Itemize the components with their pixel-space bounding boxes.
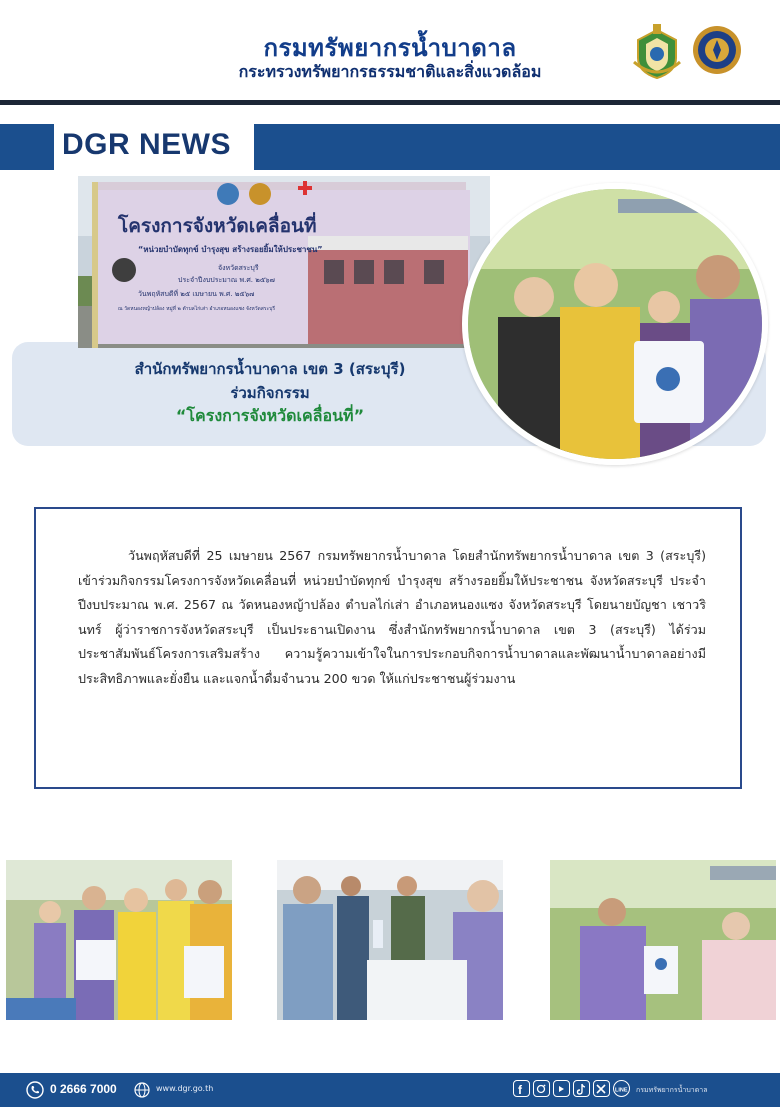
activity-photo-2 xyxy=(277,860,503,1020)
phone-icon xyxy=(26,1081,44,1099)
globe-icon xyxy=(134,1082,150,1098)
sign-date: วันพฤหัสบดีที่ ๒๕ เมษายน พ.ศ. ๒๕๖๗ xyxy=(138,290,255,298)
instagram-icon[interactable] xyxy=(533,1080,550,1097)
facebook-icon[interactable] xyxy=(513,1080,530,1097)
sign-title: โครงการจังหวัดเคลื่อนที่ xyxy=(118,215,317,237)
x-icon[interactable] xyxy=(593,1080,610,1097)
tiktok-icon[interactable] xyxy=(573,1080,590,1097)
event-banner-photo xyxy=(78,176,490,348)
page-subtitle: กระทรวงทรัพยากรธรรมชาติและสิ่งแวดล้อม xyxy=(238,62,542,81)
activity-photo-3 xyxy=(550,860,776,1020)
article-body: วันพฤหัสบดีที่ 25 เมษายน 2567 กรมทรัพยากรน้ำบาดาล โดยสำนักทรัพยากรน้ำบาดาล เขต 3 (สระบุรี) เข้าร่วมกิจกรรมโครงการจังหวัดเคลื่อนที่ หน่วยบำบัดทุกข์ บำรุงสุข สร้างรอยยิ้มให้ประชาชน จังหวัดสระบุรี ประจำปีงบประมาณ พ.ศ. 2567 ณ วัดหนองหญ้าปล้อง ตำบลไก่เส่า อำเภอหนองแซง จังหวัดสระบุรี โดยนายบัญชา เชาวรินทร์ ผู้ว่าราชการจังหวัดสระบุรี เป็นประธานเปิดงาน ซึ่งสำนักทรัพยากรน้ำบาดาล เขต 3 (สระบุรี) ได้ร่วมประชาสัมพันธ์โครงการเสริมสร้าง ความรู้ความเข้าใจในการประกอบกิจการน้ำบาดาลและพัฒนาน้ำบาดาลอย่างมีประสิทธิภาพและยั่งยืน และแจกน้ำดื่มจำนวน 200 ขวด ให้แก่ประชาชนผู้ร่วมงาน xyxy=(78,548,706,686)
svg-text:LINE: LINE xyxy=(615,1087,628,1094)
headline-office: สำนักทรัพยากรน้ำบาดาล เขต 3 (สระบุรี) xyxy=(134,360,406,378)
event-circle-photo xyxy=(462,183,768,465)
youtube-icon[interactable] xyxy=(553,1080,570,1097)
section-label: DGR NEWS xyxy=(62,128,231,161)
headline-project: “โครงการจังหวัดเคลื่อนที่” xyxy=(175,406,365,425)
ministry-seal-icon xyxy=(692,24,742,76)
headline-action: ร่วมกิจกรรม xyxy=(230,384,310,402)
svg-text:f: f xyxy=(518,1083,522,1096)
sign-budget-year: ประจำปีงบประมาณ พ.ศ. ๒๕๖๗ xyxy=(178,276,275,284)
sign-province: จังหวัดสระบุรี xyxy=(218,264,259,272)
sign-venue: ณ วัดหนองหญ้าปล้อง หมู่ที่ ๒ ตำบลไก่เส่า อำเภอหนองแซง จังหวัดสระบุรี xyxy=(118,306,276,312)
page-title: กรมทรัพยากรน้ำบาดาล xyxy=(263,34,517,62)
line-icon[interactable] xyxy=(613,1080,630,1097)
activity-photo-1 xyxy=(6,860,232,1020)
header-divider xyxy=(0,100,780,105)
sign-slogan: “หน่วยบำบัดทุกข์ บำรุงสุข สร้างรอยยิ้มให้ประชาชน” xyxy=(138,245,323,254)
footer-phone: 0 2666 7000 xyxy=(50,1082,117,1096)
department-emblem-icon xyxy=(632,22,682,80)
footer-website-link[interactable]: www.dgr.go.th xyxy=(156,1084,214,1093)
footer-social-handle: กรมทรัพยากรน้ำบาดาล xyxy=(636,1086,708,1094)
